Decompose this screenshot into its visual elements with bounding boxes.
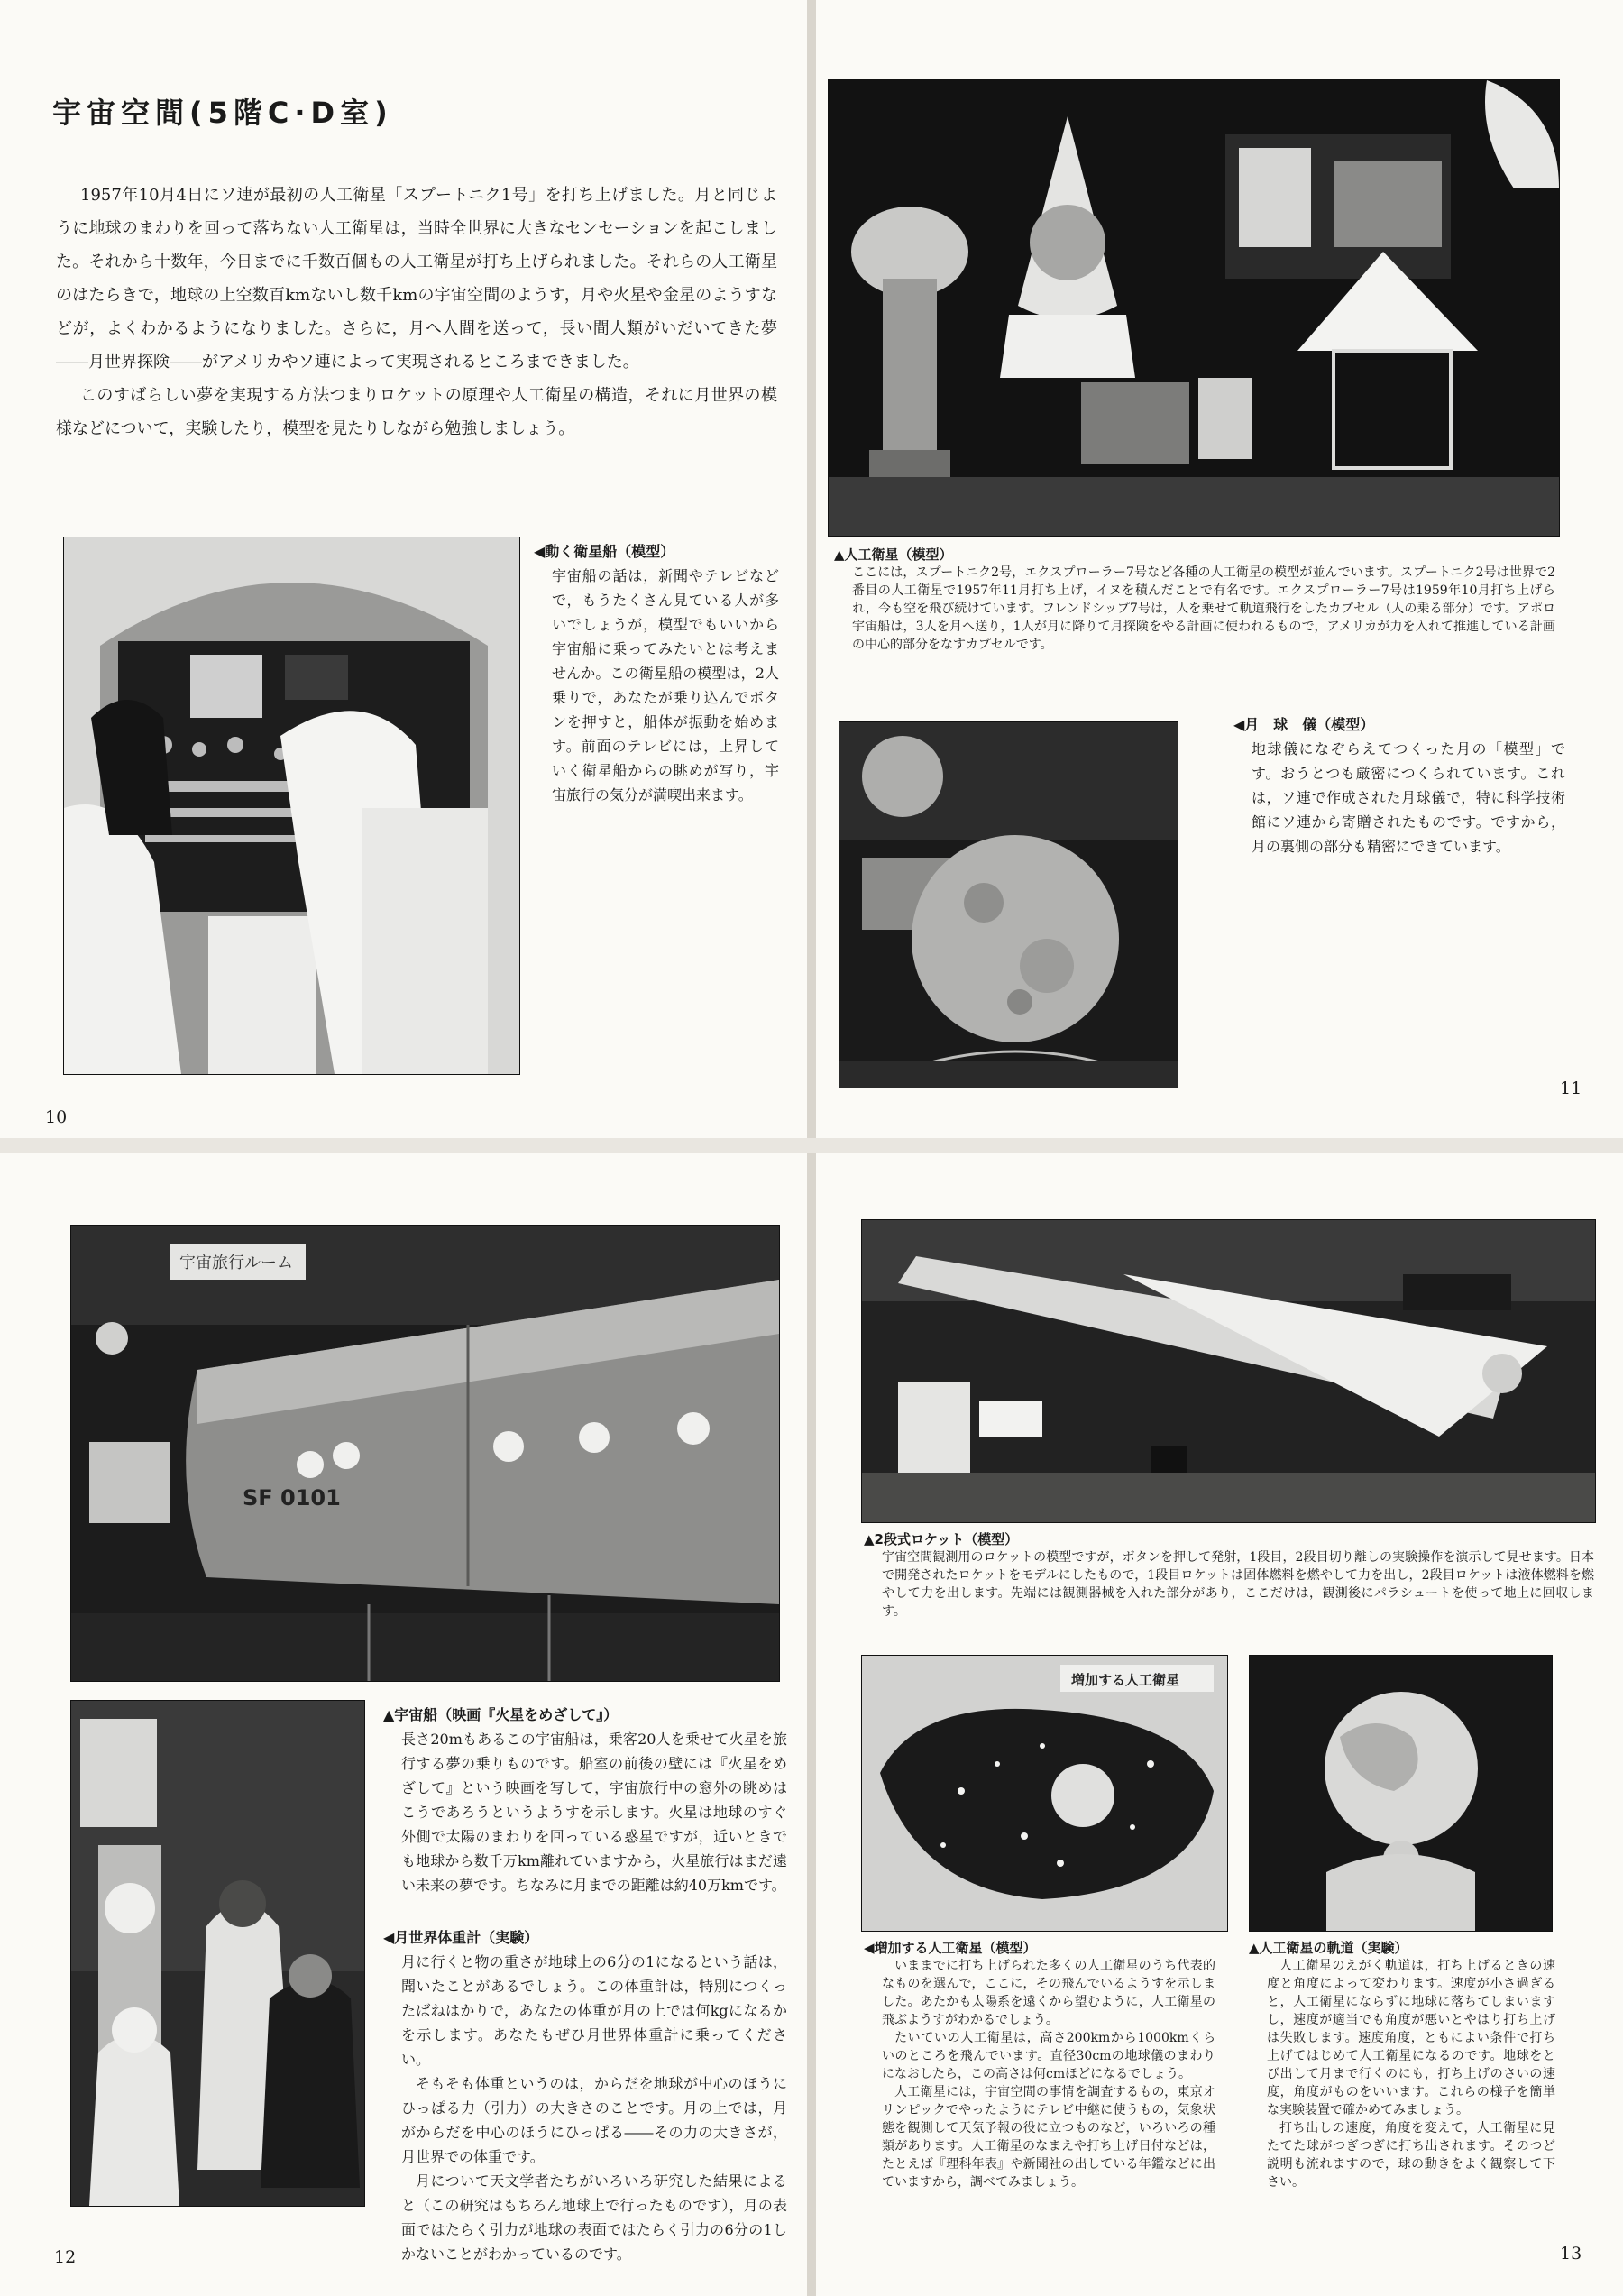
lunar-scale-photo [70,1700,365,2207]
caption-heading: ▲人工衛星（模型） [834,546,953,563]
caption-body: ここには，スプートニク2号，エクスプローラー7号など各種の人工衛星の模型が並んでいます。スプートニク2号は世界で2番目の人工衛星で1957年11月打ち上げ，イヌを積んだことで有名です。エクスプローラー7号は1959年10月打ち上げられ，今も空を飛び続けています。フレンドシップ7号は，人を乗せて軌道飛行をしたカプセル（人の乗る部分）です。アポロ宇宙船は，3人を月へ送り，1人が月に降りて月探険をやる計画に使われるもので，アメリカが力を入れて推進している計画の中心的部分をなすカプセルです。 [852,565,1555,652]
caption-body: 宇宙船の話は，新聞やテレビなどで，もうたくさん見ている人が多いでしょうが，模型でもいいから宇宙船に乗ってみたいとは考えませんか。この衛星船の模型は，2人乗りで，あなたが乗り込んでボタンを押すと，船体が振動を始めます。前面のテレビには，上昇していく衛星船からの眺めが写り，宇宙旅行の気分が満喫出来ます。 [552,567,779,804]
caption-heading: ▲宇宙船（映画『火星をめざして』） [383,1706,619,1723]
caption-increasing-satellites [864,1939,1215,2191]
page-number: 12 [54,2247,77,2267]
caption-body: たいていの人工衛星は，高さ200kmから1000kmくらいのところを飛んでいます。直径30cmの地球儀のまわりになおしたら，この高さは何cmほどになるでしょう。 [882,2031,1215,2081]
caption-heading: ▲人工衛星の軌道（実験） [1249,1940,1408,1956]
lunar-globe-photo [839,721,1178,1088]
spread-gutter [807,1153,816,2296]
caption-body: 打ち出しの速度，角度を変えて，人工衛星に見たてた球がつぎつぎに打ち出されます。そのつど説明も流れますので，球の動きをよく観察して下さい。 [1267,2121,1555,2190]
page-number: 11 [1560,1079,1582,1098]
intro-paragraph: このすばらしい夢を実現する方法つまりロケットの原理や人工衛星の構造，それに月世界の模様などについて，実験したり，模型を見たりしながら勉強しましょう。 [56,386,777,438]
page-title: 宇宙空間(5階C·D室) [52,96,393,130]
caption-satellites [834,546,1555,654]
caption-body: そもそも体重というのは，からだを地球が中心のほうにひっぱる力（引力）の大きさのことです。月の上では，月がからだを中心のほうにひっぱる――その力の大きさが，月世界での体重です。 [401,2075,787,2165]
satellite-models-photo [828,79,1560,537]
room-sign: 宇宙旅行ルーム [179,1254,293,1272]
caption-lunar-globe [1233,712,1565,859]
panel-title: 増加する人工衛星 [1071,1672,1180,1688]
caption-body: 人工衛星には，宇宙空間の事情を調査するもの，東京オリンピックでやったようにテレビ中継に使うもの，気象状態を観測して天気予報の役に立つものなど，いろいろの種類があります。人工衛星のなまえや打ち上げ日付などは，たとえば『理科年表』や新聞社の出している年鑑などに出ていますから，調べてみましょう。 [882,2085,1215,2190]
page-number: 10 [45,1107,68,1127]
satellite-orbit-photo [1249,1655,1553,1932]
increasing-satellites-photo [861,1655,1228,1932]
caption-heading: ▲2段式ロケット（模型） [864,1531,1019,1548]
caption-body: 月に行くと物の重さが地球上の6分の1になるという話は，聞いたことがあるでしょう。この体重計は，特別につくったばねはかりで，あなたの体重が月の上では何kgになるかを示します。あなたもぜひ月世界体重計に乗ってください。 [401,1953,787,2068]
caption-heading: ◀動く衛星船（模型） [534,543,675,560]
caption-rocketship [383,1703,787,1897]
caption-heading: ◀月 球 儀（模型） [1233,716,1375,733]
caption-two-stage-rocket [864,1530,1594,1621]
ship-marking: SF 0101 [243,1485,341,1511]
caption-body: 宇宙空間観測用のロケットの模型ですが，ボタンを押して発射，1段目，2段目切り離しの実験操作を演示して見せます。日本で開発されたロケットをモデルにしたもので，1段目ロケットは固体燃料を燃やして力を出し，2段目ロケットは液体燃料を燃やして力を出します。先端には観測器械を入れた部分があり，ここだけは，観測後にパラシュートを使って地上に回収します。 [882,1550,1594,1619]
caption-body: 地球儀になぞらえてつくった月の「模型」です。おうとつも厳密につくられています。これは，ソ連で作成された月球儀で，特に科学技術館にソ連から寄贈されたものです。ですから，月の裏側の部分も精密にできています。 [1252,740,1565,855]
spaceship-mars-photo [70,1225,780,1682]
caption-moving-spaceship [534,539,779,807]
caption-satellite-orbit [1249,1939,1555,2191]
caption-body: いままでに打ち上げられた多くの人工衛星のうち代表的なものを選んで，ここに，その飛んでいるようすを示しました。あたかも太陽系を遠くから望むように，人工衛星の飛ぶようすがわかるでしょう。 [882,1959,1215,2027]
page-number: 13 [1560,2244,1582,2264]
caption-heading: ◀増加する人工衛星（模型） [864,1940,1037,1956]
moving-spaceship-photo [63,537,520,1075]
caption-body: 長さ20mもあるこの宇宙船は，乗客20人を乗せて火星を旅行する夢の乗りものです。船室の前後の壁には『火星をめざして』という映画を写して，宇宙旅行中の窓外の眺めはこうであろうというようすを示します。火星は地球のすぐ外側で太陽のまわりを回っている惑星ですが，近いときでも地球から数千万km離れていますから，火星旅行はまだ遠い未来の夢です。ちなみに月までの距離は約40万kmです。 [401,1731,787,1894]
spread-gutter [807,0,816,1138]
intro-paragraph: 1957年10月4日にソ連が最初の人工衛星「スプートニク1号」を打ち上げました。月と同じように地球のまわりを回って落ちない人工衛星は，当時全世界に大きなセンセーションを起こしました。それから十数年，今日までに千数百個もの人工衛星が打ち上げられました。それらの人工衛星のはたらきで，地球の上空数百kmないし数千kmの宇宙空間のようす，月や火星や金星のようすなどが，よくわかるようになりました。さらに，月へ人間を送って，長い間人類がいだいてきた夢――月世界探険――がアメリカやソ連によって実現されるところまできました。 [56,186,777,372]
caption-body: 人工衛星のえがく軌道は，打ち上げるときの速度と角度によって変わります。速度が小さ過ぎると，人工衛星にならずに地球に落ちてしまいますし，速度が適当でも角度が悪いとやはり打ち上げは失敗します。速度角度，ともによい条件で打ち上げてはじめて人工衛星になるのです。地球をとび出して月まで行くのにも，打ち上げのさいの速度，角度がものをいいます。これらの様子を簡単な実験装置で確かめてみましょう。 [1267,1959,1555,2117]
two-stage-rocket-photo [861,1219,1596,1523]
intro-text [56,179,777,445]
caption-heading: ◀月世界体重計（実験） [383,1929,539,1946]
caption-body: 月について天文学者たちがいろいろ研究した結果によると（この研究はもちろん地球上で行ったものです），月の表面ではたらく引力が地球の表面ではたらく引力の6分の1しかないことがわかっているのです。 [401,2172,787,2263]
caption-lunar-scale [383,1925,787,2266]
